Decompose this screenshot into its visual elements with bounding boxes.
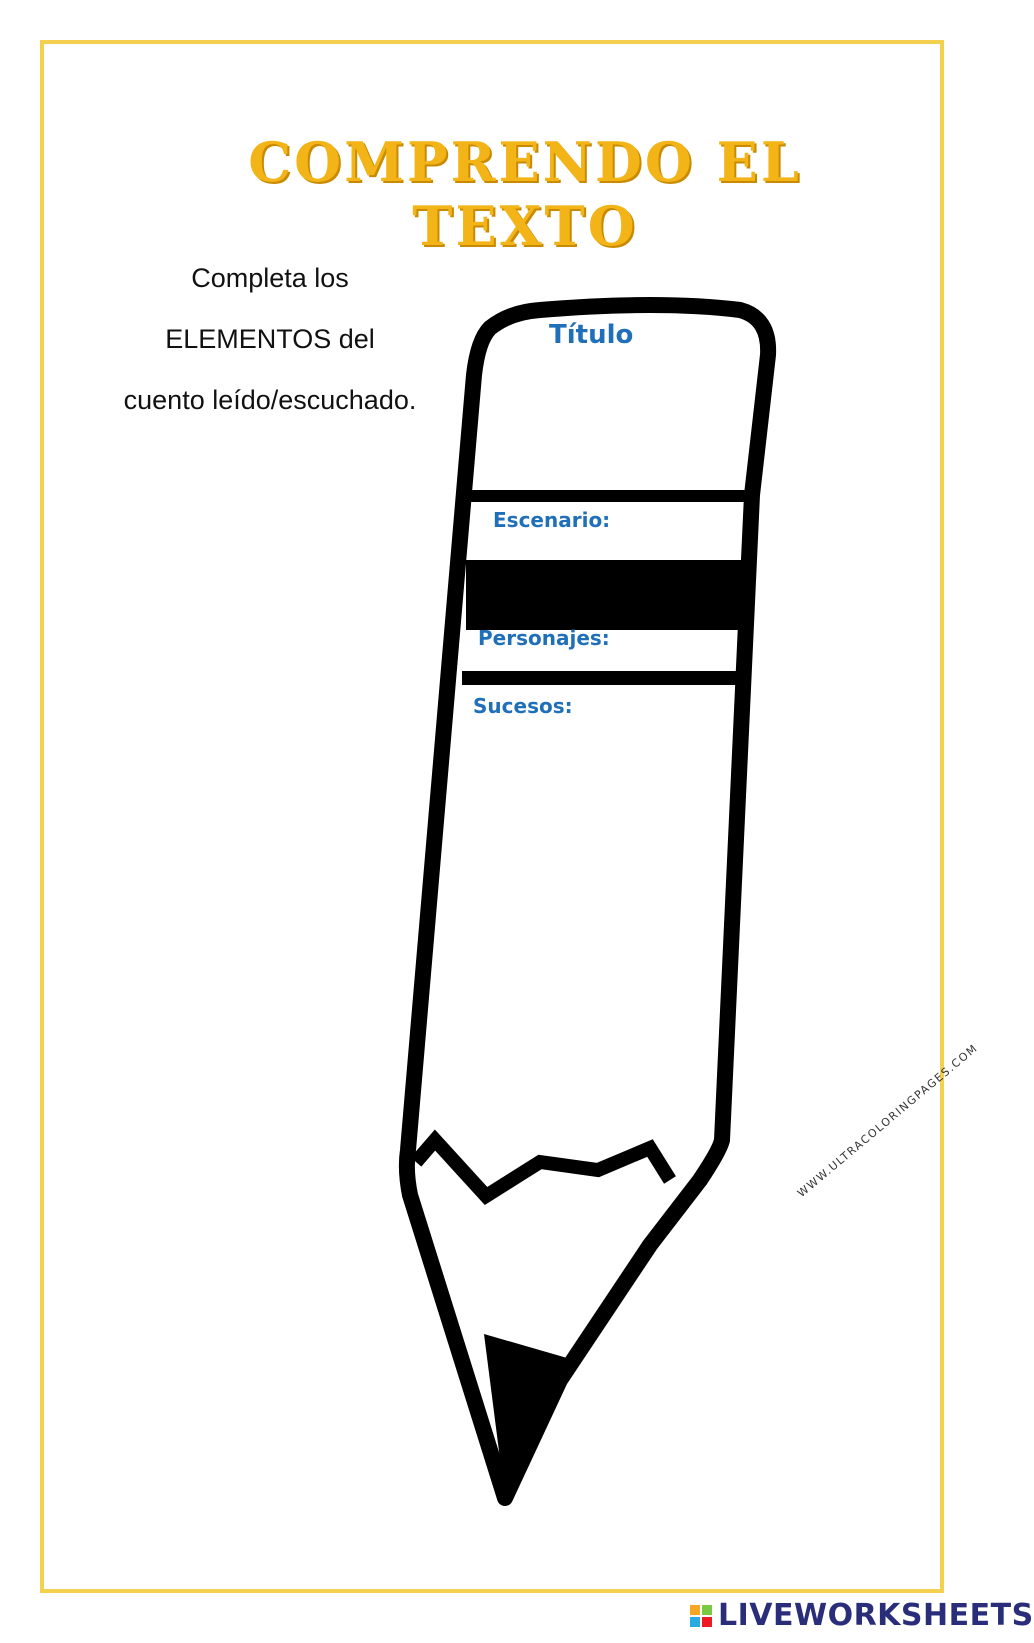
page-title: COMPRENDO EL TEXTO xyxy=(248,130,802,258)
personajes-input[interactable] xyxy=(478,650,732,672)
escenario-input[interactable] xyxy=(490,532,744,556)
sucesos-label: Sucesos: xyxy=(473,694,573,718)
instruction-line-2: ELEMENTOS del xyxy=(165,324,375,354)
instruction-line-1: Completa los xyxy=(191,263,349,293)
brand-name: LIVEWORKSHEETS xyxy=(718,1598,1034,1633)
liveworksheets-logo-icon xyxy=(690,1605,712,1627)
personajes-label: Personajes: xyxy=(478,626,610,650)
watermark: WWW.ULTRACOLORINGPAGES.COM xyxy=(795,1041,981,1200)
sucesos-input[interactable] xyxy=(460,725,714,1129)
instruction-line-3: cuento leído/escuchado. xyxy=(123,385,417,415)
titulo-label: Título xyxy=(549,320,634,350)
titulo-input[interactable] xyxy=(495,365,749,479)
escenario-label: Escenario: xyxy=(493,508,611,532)
footer-brand xyxy=(690,1598,1034,1633)
